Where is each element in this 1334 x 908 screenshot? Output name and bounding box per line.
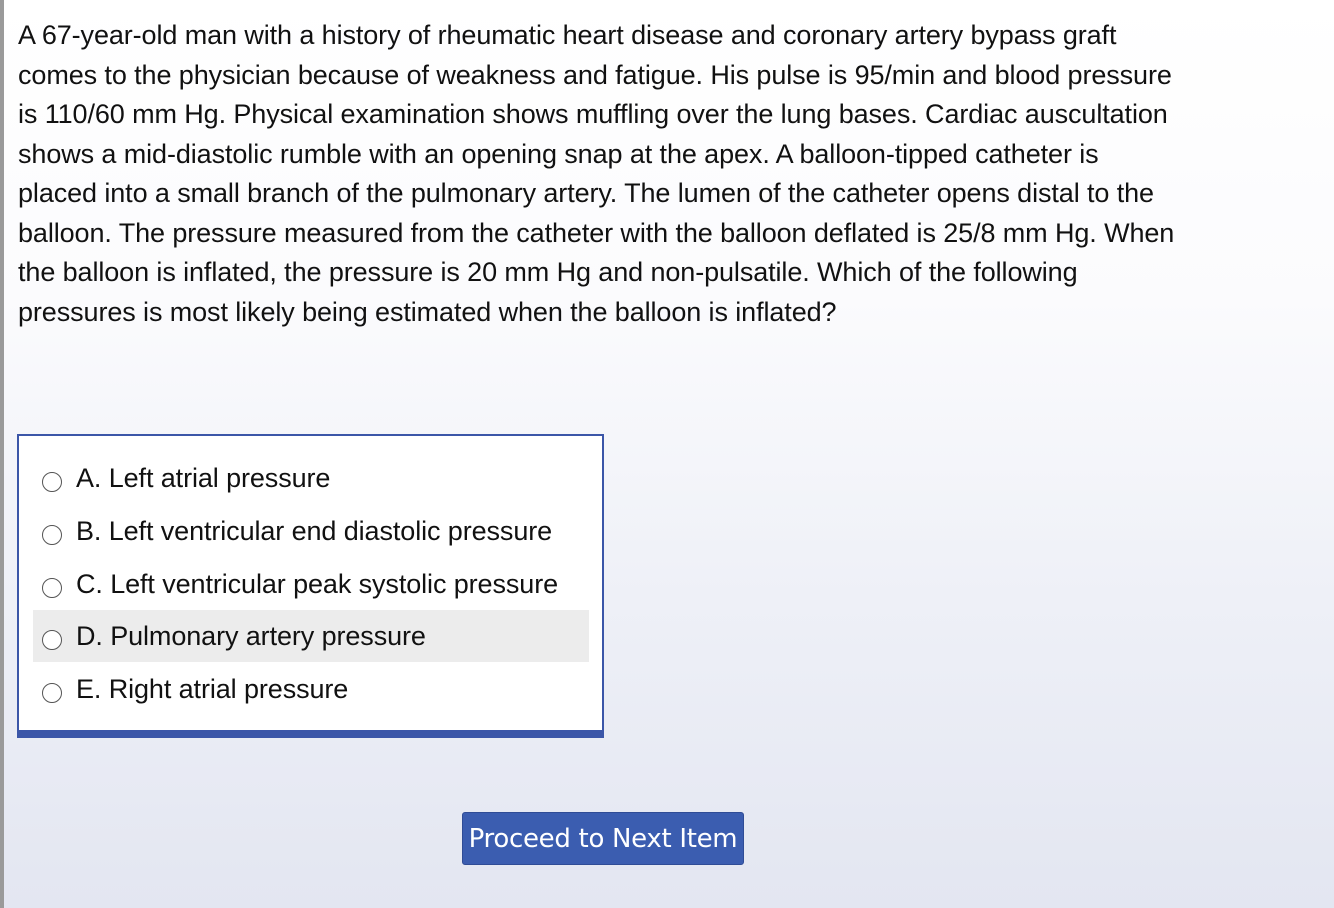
answer-choices bbox=[17, 434, 604, 738]
option-label: E. Right atrial pressure bbox=[76, 673, 349, 704]
radio-button-e[interactable] bbox=[42, 683, 62, 703]
answer-option-c[interactable] bbox=[33, 558, 589, 610]
option-label: D. Pulmonary artery pressure bbox=[76, 620, 426, 651]
proceed-to-next-item-button[interactable]: Proceed to Next Item bbox=[462, 812, 744, 865]
radio-button-c[interactable] bbox=[42, 578, 62, 598]
answer-option-a[interactable] bbox=[33, 452, 589, 504]
option-label: C. Left ventricular peak systolic pressure bbox=[76, 568, 558, 599]
question-stem: A 67-year-old man with a history of rheumatic heart disease and coronary artery bypass graft comes to the physician because of weakness and fatigue. His pulse is 95/min and blood pressure is 110/60 mm Hg. Physical examination shows muffling over the lung bases. Cardiac auscultation shows a mid-diastolic rumble with an opening snap at the apex. A balloon-tipped catheter is placed into a small branch of the pulmonary artery. The lumen of the catheter opens distal to the balloon. The pressure measured from the catheter with the balloon deflated is 25/8 mm Hg. When the balloon is inflated, the pressure is 20 mm Hg and non-pulsatile. Which of the following pressures is most likely being estimated when the balloon is inflated? bbox=[18, 20, 1175, 327]
radio-button-b[interactable] bbox=[42, 525, 62, 545]
option-label: B. Left ventricular end diastolic pressure bbox=[76, 515, 553, 546]
answer-option-e[interactable] bbox=[33, 663, 589, 715]
radio-button-a[interactable] bbox=[42, 472, 62, 492]
radio-button-d[interactable] bbox=[42, 630, 62, 650]
answer-option-d[interactable] bbox=[33, 610, 589, 662]
option-label: A. Left atrial pressure bbox=[76, 462, 331, 493]
answer-option-b[interactable] bbox=[33, 505, 589, 557]
left-border bbox=[0, 0, 4, 908]
